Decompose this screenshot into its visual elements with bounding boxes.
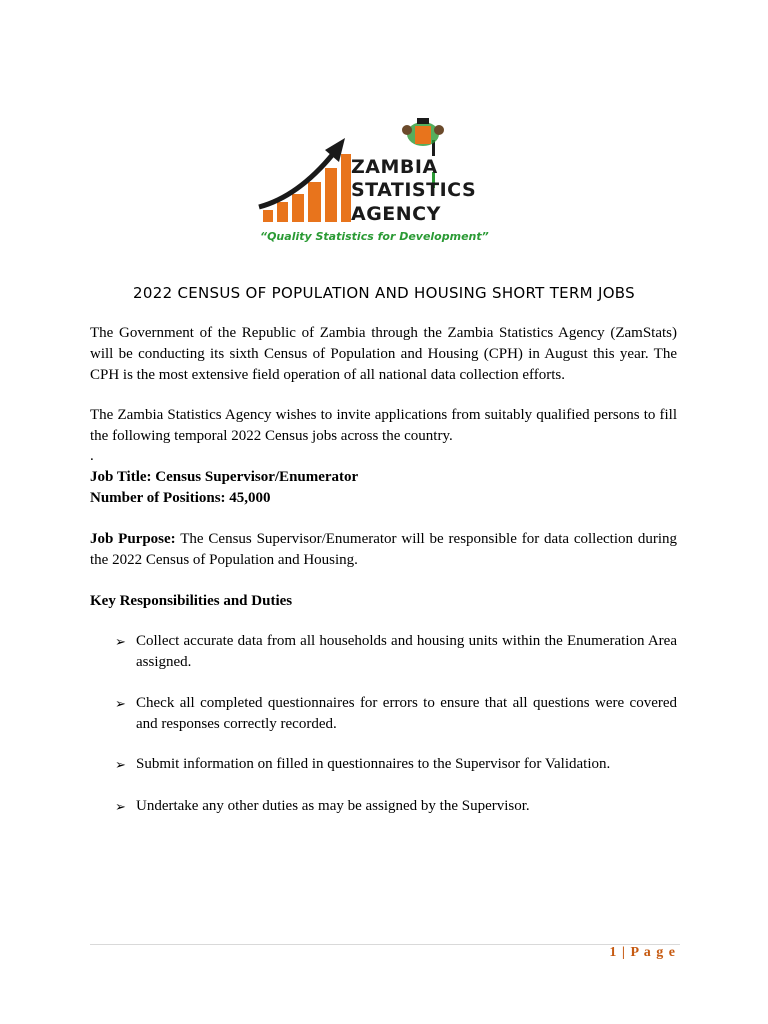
list-item: [115, 693, 677, 735]
intro-paragraph-2: The Zambia Statistics Agency wishes to invite applications from suitably qualified persons to fill the following temporal 2022 Census jobs across the country.: [90, 407, 677, 444]
duty-text: Submit information on filled in questionnaires to the Supervisor for Validation.: [136, 756, 611, 772]
intro-paragraph-1: The Government of the Republic of Zambia through the Zambia Statistics Agency (ZamStats) will be conducting its sixth Census of Population and Housing (CPH) in August this year. The CPH is the most extensive field operation of all national data collection efforts.: [90, 325, 677, 383]
page-title: 2022 CENSUS OF POPULATION AND HOUSING SHORT TERM JOBS: [133, 284, 635, 302]
agency-logo: [255, 112, 505, 252]
stray-dot: .: [90, 448, 94, 464]
arrow-bullet-icon: ➢: [115, 696, 126, 711]
list-item: [115, 631, 677, 673]
logo-line-3: AGENCY: [351, 203, 441, 225]
page-number: 1 | P a g e: [609, 945, 676, 960]
duty-text: Collect accurate data from all households and housing units within the Enumeration Area assigned.: [136, 633, 677, 670]
duties-heading: Key Responsibilities and Duties: [90, 593, 293, 609]
list-item: [115, 796, 677, 817]
footer-divider: [90, 944, 680, 945]
job-purpose: [90, 529, 677, 571]
coat-of-arms-icon: [402, 118, 444, 146]
job-title: Job Title: Census Supervisor/Enumerator: [90, 469, 359, 485]
list-item: [115, 754, 677, 775]
duty-text: Check all completed questionnaires for errors to ensure that all questions were covered and responses correctly recorded.: [136, 695, 677, 732]
job-purpose-text: The Census Supervisor/Enumerator will be responsible for data collection during the 2022 Census of Population and Housing.: [90, 531, 677, 568]
arrow-bullet-icon: ➢: [115, 634, 126, 649]
duty-text: Undertake any other duties as may be assigned by the Supervisor.: [136, 798, 530, 814]
positions-count: Number of Positions: 45,000: [90, 490, 271, 506]
arrow-bullet-icon: ➢: [115, 799, 126, 814]
job-purpose-label: Job Purpose:: [90, 531, 176, 547]
logo-line-2: STATISTICS: [351, 179, 477, 201]
arrow-bullet-icon: ➢: [115, 757, 126, 772]
logo-tagline: “Quality Statistics for Development”: [260, 230, 489, 243]
logo-line-1: ZAMBIA: [351, 156, 438, 178]
